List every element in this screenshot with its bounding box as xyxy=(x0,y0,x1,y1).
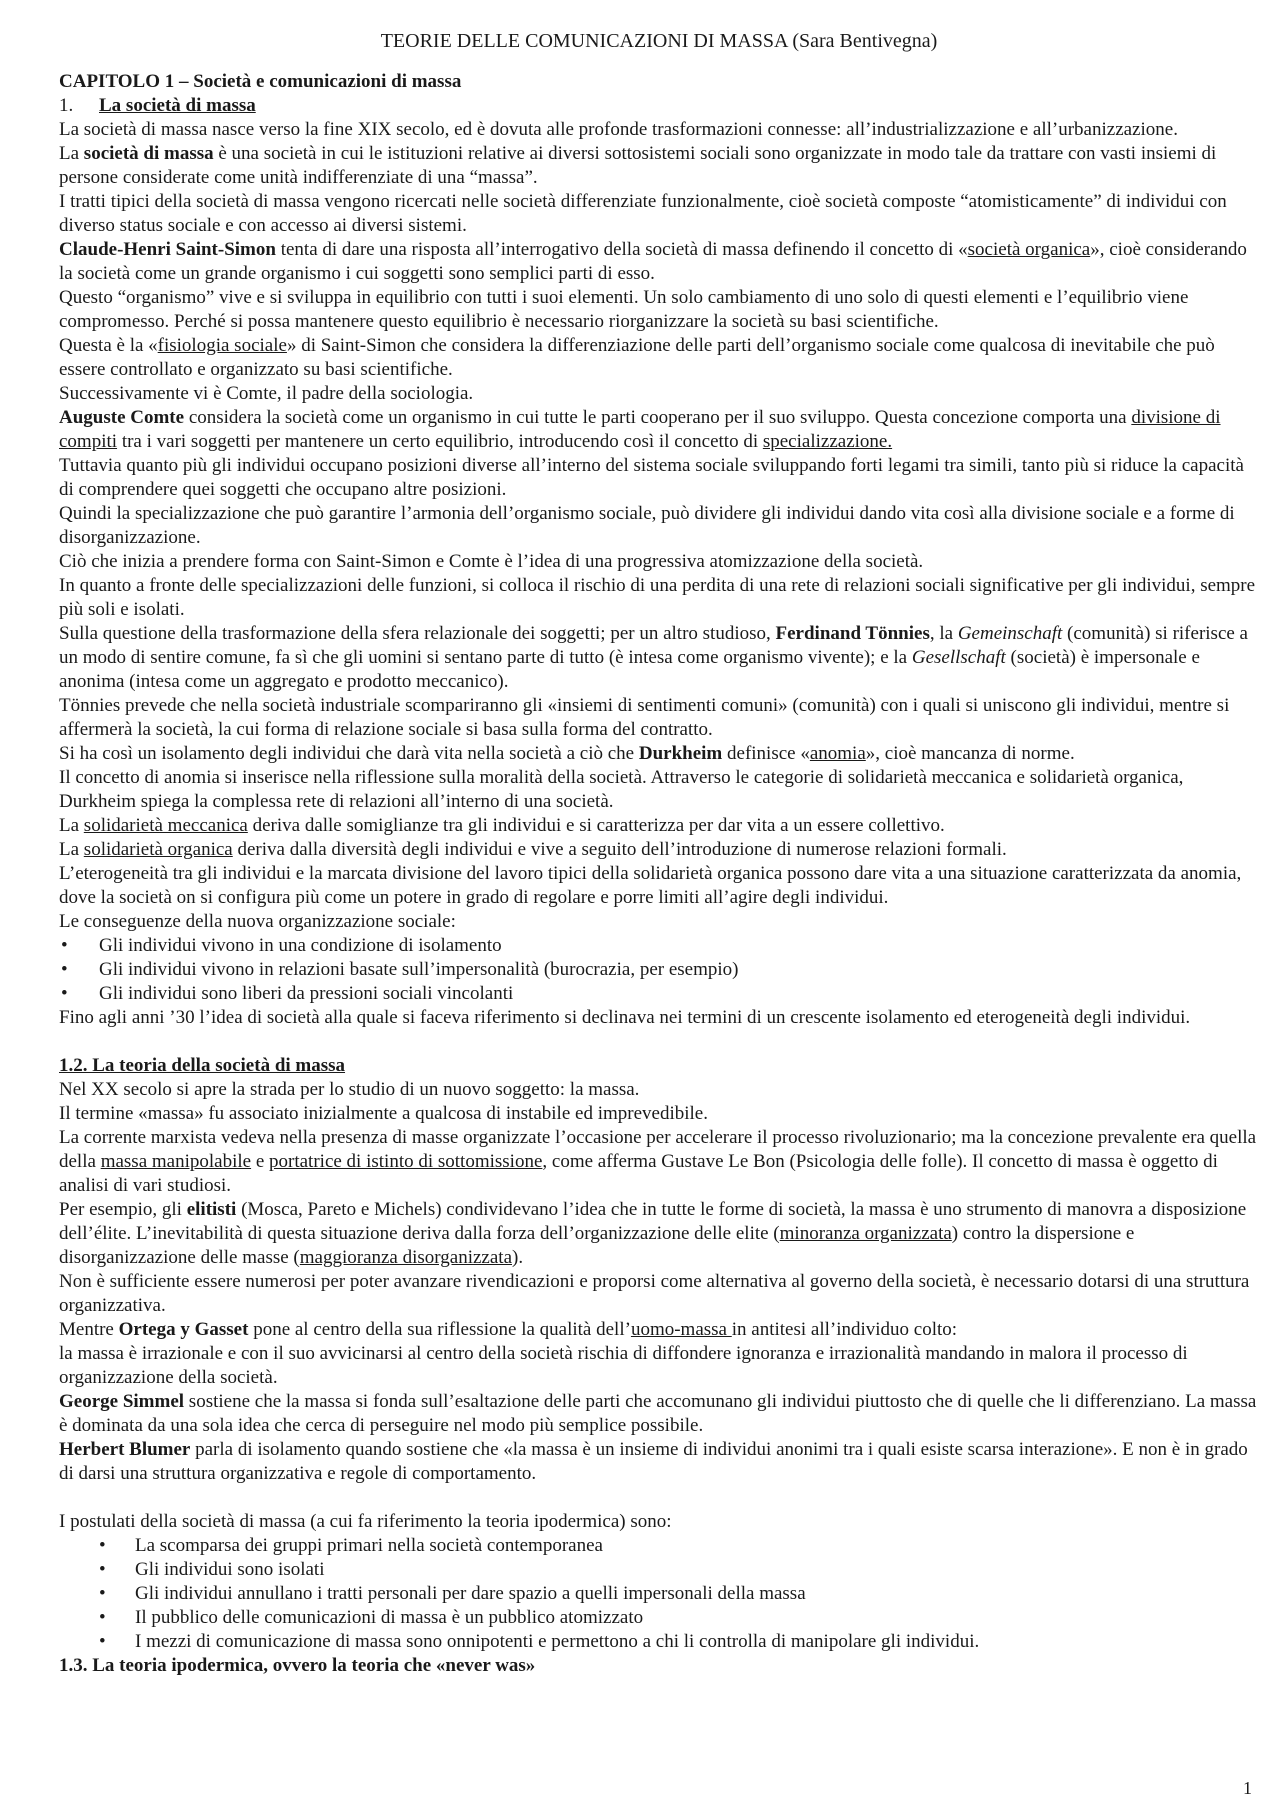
paragraph: La società di massa è una società in cui le istituzioni relative ai diversi sottosistemi sociali sono organizzate in modo tale da trattare con vasti insiemi di persone considerate come unità indifferenziate di una “massa”. xyxy=(59,143,1217,188)
section-number: 1.2. xyxy=(59,1055,88,1076)
section-heading-2 xyxy=(59,1054,1259,1078)
paragraph: la massa è irrazionale e con il suo avvicinarsi al centro della società rischia di diffondere ignoranza e irrazionalità mandando in malora il processo di organizzazione della società. xyxy=(59,1343,1188,1388)
underlined-term: solidarietà organica xyxy=(83,839,233,860)
section-heading-1 xyxy=(59,94,1259,118)
underlined-term: specializzazione. xyxy=(762,431,893,452)
paragraph: Sulla questione della trasformazione della sfera relazionale dei soggetti; per un altro studioso, Ferdinand Tönnies, la Gemeinschaft (comunità) si riferisce a un modo di sentire comune, fa sì che gli uomini si sentano parte di tutto (è intesa come organismo vivente); e la Gesellschaft (società) è impersonale e anonima (intesa come un aggregato e prodotto meccanico). xyxy=(59,623,1248,692)
paragraph: Questa è la «fisiologia sociale» di Saint-Simon che considera la differenziazione delle parti dell’organismo sociale come qualcosa di inevitabile che può essere controllato e organizzato su basi scientifiche. xyxy=(59,335,1215,380)
title-author: (Sara Bentivegna) xyxy=(787,30,938,52)
underlined-term: portatrice di istinto di sottomissione xyxy=(269,1151,543,1172)
paragraph: Successivamente vi è Comte, il padre della sociologia. xyxy=(59,383,474,404)
list-item: • Gli individui sono isolati xyxy=(59,1558,1259,1582)
page-number: 1 xyxy=(1243,1778,1252,1798)
paragraph: Mentre Ortega y Gasset pone al centro della sua riflessione la qualità dell’uomo-massa in antitesi all’individuo colto: xyxy=(59,1319,958,1340)
section-number: 1. xyxy=(59,95,74,116)
bold-term: Durkheim xyxy=(638,743,723,764)
paragraph: Claude-Henri Saint-Simon tenta di dare una risposta all’interrogativo della società di massa definendo il concetto di «società organica», cioè considerando la società come un grande organismo i cui soggetti sono semplici parti di esso. xyxy=(59,239,1247,284)
underlined-term: solidarietà meccanica xyxy=(83,815,248,836)
section-label: La teoria della società di massa xyxy=(87,1055,346,1076)
list-item: • Gli individui vivono in relazioni basate sull’impersonalità (burocrazia, per esempio) xyxy=(59,958,1259,982)
underlined-term: anomia xyxy=(809,743,866,764)
title-main: TEORIE DELLE COMUNICAZIONI DI MASSA xyxy=(380,30,788,52)
underlined-term: uomo-massa xyxy=(630,1319,732,1340)
paragraph: Auguste Comte considera la società come un organismo in cui tutte le parti cooperano per il suo sviluppo. Questa concezione comporta una divisione di compiti tra i vari soggetti per mantenere un certo equilibrio, introducendo così il concetto di specializzazione. xyxy=(59,407,1221,452)
section-label: La società di massa xyxy=(99,95,256,116)
paragraph: L’eterogeneità tra gli individui e la marcata divisione del lavoro tipici della solidarietà organica possono dare vita a una situazione caratterizzata da anomia, dove la società on si configura più come un potere in grado di regolare e porre limiti all’agire degli individui. xyxy=(59,863,1242,908)
list-item: • Gli individui annullano i tratti personali per dare spazio a quelli impersonali della massa xyxy=(59,1582,1259,1606)
spacer xyxy=(59,1486,1259,1510)
paragraph: La solidarietà organica deriva dalla diversità degli individui e vive a seguito dell’introduzione di numerose relazioni formali. xyxy=(59,839,1007,860)
section-heading-3: 1.3. La teoria ipodermica, ovvero la teoria che «never was» xyxy=(59,1655,536,1676)
list-item: • Il pubblico delle comunicazioni di massa è un pubblico atomizzato xyxy=(59,1606,1259,1630)
paragraph: Non è sufficiente essere numerosi per poter avanzare rivendicazioni e proporsi come alternativa al governo della società, è necessario dotarsi di una struttura organizzativa. xyxy=(59,1271,1250,1316)
paragraph: Herbert Blumer parla di isolamento quando sostiene che «la massa è un insieme di individui anonimi tra i quali esiste scarsa interazione». E non è in grado di darsi una struttura organizzativa e regole di comportamento. xyxy=(59,1439,1248,1484)
paragraph: Fino agli anni ’30 l’idea di società alla quale si faceva riferimento si declinava nei termini di un crescente isolamento ed eterogeneità degli individui. xyxy=(59,1007,1191,1028)
bold-term: Auguste Comte xyxy=(59,407,185,428)
paragraph: Tuttavia quanto più gli individui occupano posizioni diverse all’interno del sistema sociale sviluppando forti legami tra simili, tanto più si riduce la capacità di comprendere quei soggetti che occupano altre posizioni. xyxy=(59,455,1244,500)
underlined-term: divisione di compiti xyxy=(59,407,1221,452)
paragraph: Le conseguenze della nuova organizzazione sociale: xyxy=(59,911,456,932)
paragraph: Quindi la specializzazione che può garantire l’armonia dell’organismo sociale, può dividere gli individui dando vita così alla divisione sociale e a forme di disorganizzazione. xyxy=(59,503,1235,548)
paragraph: Per esempio, gli elitisti (Mosca, Pareto e Michels) condividevano l’idea che in tutte le forme di società, la massa è uno strumento di manovra a disposizione dell’élite. L’inevitabilità di questa situazione deriva dalla forza dell’organizzazione delle elite (minoranza organizzata) contro la dispersione e disorganizzazione delle masse (maggioranza disorganizzata). xyxy=(59,1199,1247,1268)
paragraph: I postulati della società di massa (a cui fa riferimento la teoria ipodermica) sono: xyxy=(59,1511,672,1532)
bold-term: Ortega y Gasset xyxy=(118,1319,249,1340)
spacer xyxy=(59,1030,1259,1054)
paragraph: In quanto a fronte delle specializzazioni delle funzioni, si colloca il rischio di una perdita di una rete di relazioni sociali significative per gli individui, sempre più soli e isolati. xyxy=(59,575,1256,620)
paragraph: Ciò che inizia a prendere forma con Saint-Simon e Comte è l’idea di una progressiva atomizzazione della società. xyxy=(59,551,924,572)
underlined-term: minoranza organizzata xyxy=(779,1223,952,1244)
underlined-term: massa manipolabile xyxy=(100,1151,252,1172)
italic-term: Gemeinschaft xyxy=(957,623,1063,644)
bullet-list-consequences xyxy=(59,934,1259,1006)
bullet-list-postulates xyxy=(59,1534,1259,1654)
bold-term: società di massa xyxy=(83,143,214,164)
underlined-term: fisiologia sociale xyxy=(157,335,287,356)
list-item: • I mezzi di comunicazione di massa sono onnipotenti e permettono a chi li controlla di manipolare gli individui. xyxy=(59,1630,1259,1654)
underlined-term: maggioranza disorganizzata xyxy=(299,1247,512,1268)
document-page xyxy=(59,28,1259,1678)
document-title xyxy=(59,28,1259,54)
chapter-heading: CAPITOLO 1 – Società e comunicazioni di massa xyxy=(59,71,462,92)
paragraph: Tönnies prevede che nella società industriale scompariranno gli «insiemi di sentimenti comuni» (comunità) con i quali si uniscono gli individui, mentre si affermerà la società, la cui forma di relazione sociale si basa sulla forma del contratto. xyxy=(59,695,1230,740)
bold-term: Ferdinand Tönnies xyxy=(775,623,930,644)
paragraph: George Simmel sostiene che la massa si fonda sull’esaltazione delle parti che accomunano gli individui piuttosto che di quelle che li differenziano. La massa è dominata da una sola idea che cerca di perseguire nel modo più semplice possibile. xyxy=(59,1391,1257,1436)
paragraph: Si ha così un isolamento degli individui che darà vita nella società a ciò che Durkheim definisce «anomia», cioè mancanza di norme. xyxy=(59,743,1075,764)
bold-term: Herbert Blumer xyxy=(59,1439,191,1460)
paragraph: La solidarietà meccanica deriva dalle somiglianze tra gli individui e si caratterizza per dar vita a un essere collettivo. xyxy=(59,815,945,836)
paragraph: Il termine «massa» fu associato inizialmente a qualcosa di instabile ed imprevedibile. xyxy=(59,1103,708,1124)
bold-term: Claude-Henri Saint-Simon xyxy=(59,239,276,260)
paragraph: La società di massa nasce verso la fine XIX secolo, ed è dovuta alle profonde trasformazioni connesse: all’industrializzazione e all’urbanizzazione. xyxy=(59,119,1178,140)
list-item: • Gli individui sono liberi da pressioni sociali vincolanti xyxy=(59,982,1259,1006)
paragraph: Questo “organismo” vive e si sviluppa in equilibrio con tutti i suoi elementi. Un solo cambiamento di uno solo di questi elementi e l’equilibrio viene compromesso. Perché si possa mantenere questo equilibrio è necessario riorganizzare la società su basi scientifiche. xyxy=(59,287,1189,332)
bold-term: George Simmel xyxy=(59,1391,185,1412)
paragraph: Il concetto di anomia si inserisce nella riflessione sulla moralità della società. Attraverso le categorie di solidarietà meccanica e solidarietà organica, Durkheim spiega la complessa rete di relazioni all’interno di una società. xyxy=(59,767,1184,812)
paragraph: Nel XX secolo si apre la strada per lo studio di un nuovo soggetto: la massa. xyxy=(59,1079,640,1100)
list-item: • La scomparsa dei gruppi primari nella società contemporanea xyxy=(59,1534,1259,1558)
underlined-term: società organica xyxy=(967,239,1091,260)
paragraph: I tratti tipici della società di massa vengono ricercati nelle società differenziate funzionalmente, cioè società composte “atomisticamente” di individui con diverso status sociale e con accesso ai diversi sistemi. xyxy=(59,191,1227,236)
bold-term: elitisti xyxy=(186,1199,237,1220)
italic-term: Gesellschaft xyxy=(911,647,1006,668)
list-item: • Gli individui vivono in una condizione di isolamento xyxy=(59,934,1259,958)
paragraph: La corrente marxista vedeva nella presenza di masse organizzate l’occasione per accelerare il processo rivoluzionario; ma la concezione prevalente era quella della massa manipolabile e portatrice di istinto di sottomissione, come afferma Gustave Le Bon (Psicologia delle folle). Il concetto di massa è oggetto di analisi di vari studiosi. xyxy=(59,1127,1257,1196)
